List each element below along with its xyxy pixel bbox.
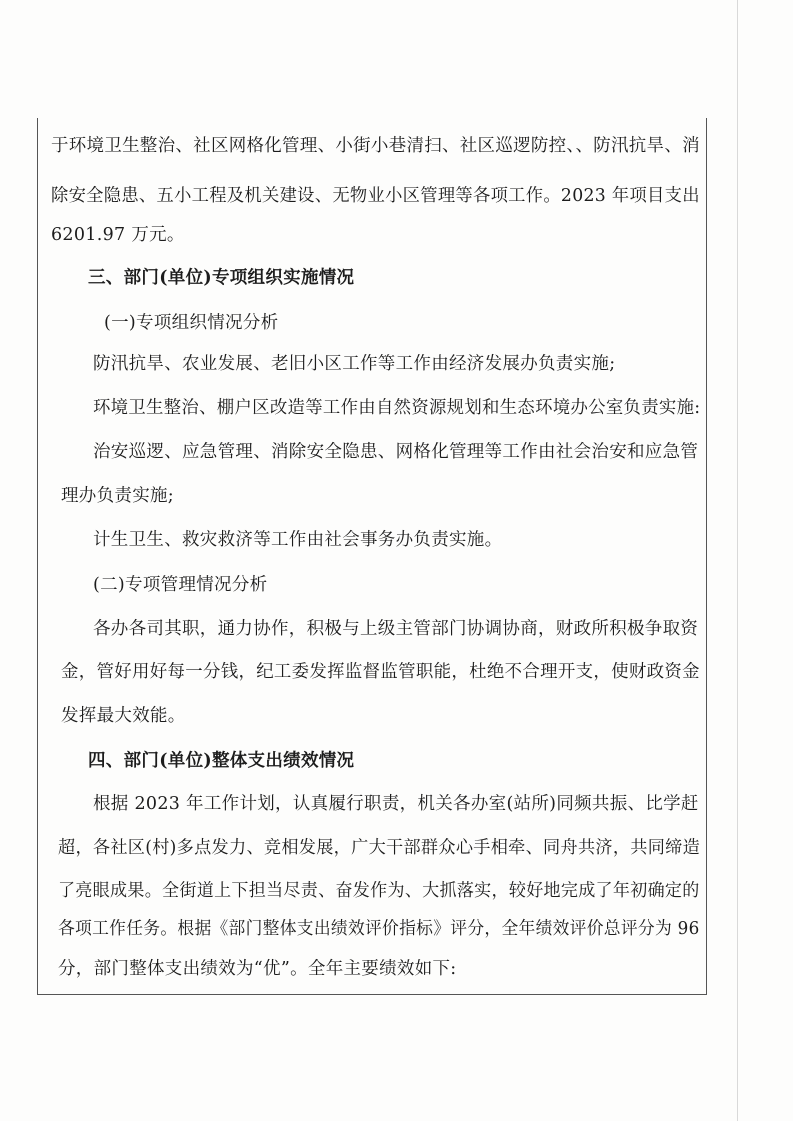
paragraph-line: 除安全隐患、五小工程及机关建设、无物业小区管理等各项工作。2023 年项目支出 — [51, 186, 700, 206]
paragraph-line: 超，各社区(村)多点发力、竞相发展，广大干部群众心手相牵、同舟共济，共同缔造 — [58, 838, 701, 858]
paragraph-line: 计生卫生、救灾救济等工作由社会事务办负责实施。 — [93, 530, 503, 550]
paragraph-line: 环境卫生整治、棚户区改造等工作由自然资源规划和生态环境办公室负责实施: — [93, 398, 701, 418]
paragraph-line: 分，部门整体支出绩效为“优”。全年主要绩效如下: — [58, 959, 457, 979]
content-frame — [37, 118, 707, 995]
paragraph-line: 各办各司其职，通力协作，积极与上级主管部门协调协商，财政所积极争取资 — [93, 619, 699, 639]
paragraph-line: 治安巡逻、应急管理、消除安全隐患、网格化管理等工作由社会治安和应急管 — [93, 442, 699, 462]
paragraph-line: 于环境卫生整治、社区网格化管理、小街小巷清扫、社区巡逻防控、、防汛抗旱、消 — [51, 136, 700, 156]
paragraph-line: 理办负责实施; — [61, 486, 174, 506]
section-heading: 四、部门(单位)整体支出绩效情况 — [88, 751, 355, 771]
paragraph-line: 各项工作任务。根据《部门整体支出绩效评价指标》评分，全年绩效评价总评分为 96 — [58, 919, 700, 939]
scan-edge-line — [737, 0, 738, 1121]
paragraph-line: 发挥最大效能。 — [61, 706, 186, 726]
subsection-heading: (二)专项管理情况分析 — [93, 575, 268, 595]
section-heading: 三、部门(单位)专项组织实施情况 — [88, 268, 355, 288]
paragraph-line: 了亮眼成果。全街道上下担当尽责、奋发作为、大抓落实，较好地完成了年初确定的 — [58, 881, 700, 901]
paragraph-line: 防汛抗旱、农业发展、老旧小区工作等工作由经济发展办负责实施; — [93, 354, 616, 374]
paragraph-line: 根据 2023 年工作计划，认真履行职责，机关各办室(站所)同频共振、比学赶 — [93, 794, 699, 814]
paragraph-line: 6201.97 万元。 — [51, 225, 185, 245]
paragraph-line: 金，管好用好每一分钱，纪工委发挥监督监管职能，杜绝不合理开支，使财政资金 — [61, 662, 700, 682]
subsection-heading: (一)专项组织情况分析 — [104, 313, 279, 333]
